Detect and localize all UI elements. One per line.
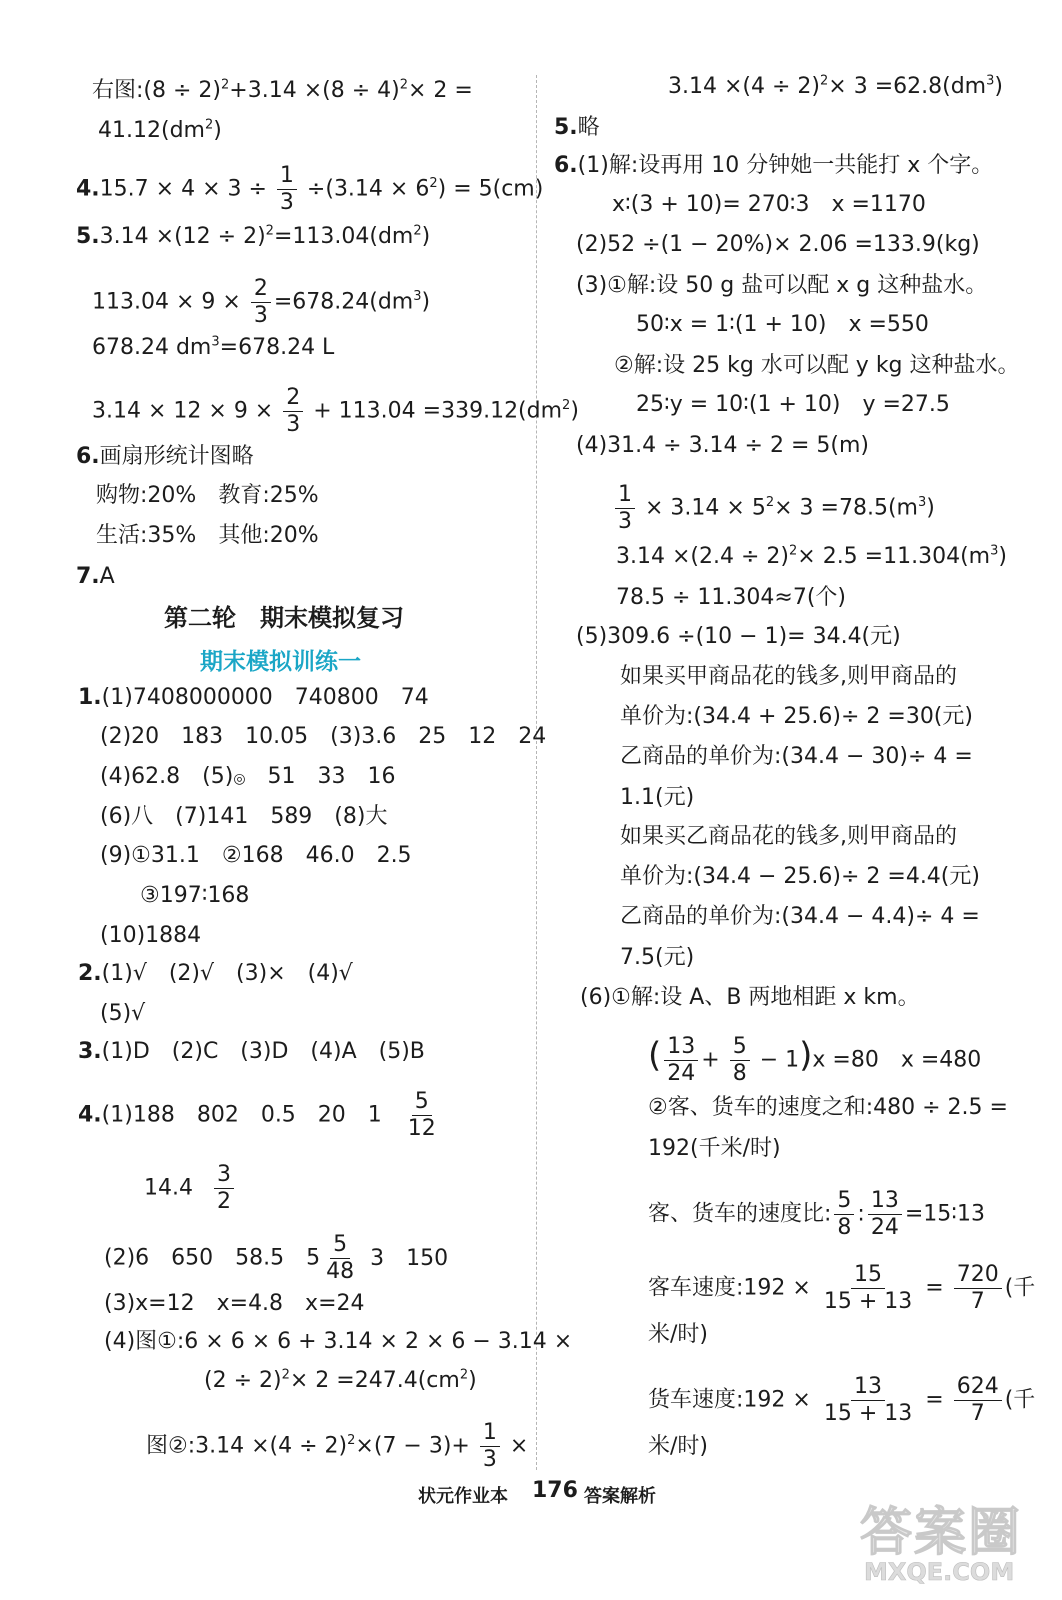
page-number: 176 (532, 1478, 578, 1503)
subsection-title: 期末模拟训练一 (200, 649, 361, 675)
fraction: $\frac{5}{12}$ (407, 1089, 436, 1141)
column-divider (536, 75, 537, 1470)
right-line-r6i: $\frac{1}{3}$ × $3.14 \times 5^2\times 3 =78.5(m^3)$ (612, 482, 935, 535)
fraction: $\frac{5}{8}$ (730, 1034, 750, 1087)
fraction: $\frac{13}{15 + 13}$ (823, 1374, 913, 1426)
watermark-logo (840, 1490, 1040, 1595)
fraction: $\frac{2}{3}$ (283, 385, 303, 438)
answer-6-row-1: 购物:20% 教育:25% (96, 483, 319, 508)
fraction: $\frac{5}{48}$ (326, 1232, 355, 1284)
part-1-line-7: (10)1884 (100, 923, 202, 948)
right-line-r6x: 192(千米/时) (648, 1136, 781, 1161)
fraction: $\frac{720}{7}$ (954, 1262, 1002, 1315)
part-4-line-4: (3)x=12 x=4.8 x=24 (104, 1291, 365, 1316)
right-line-r6aa2: 米/时) (648, 1434, 708, 1459)
answer-6-row-2: 生活:35% 其他:20% (96, 523, 319, 548)
fraction: $\frac{5}{8}$ (834, 1188, 854, 1241)
right-answer-5: 5.略 (554, 115, 600, 140)
part-4-line-3: (2)6 650 58.5 5 $\frac{5}{48}$ 3 150 (104, 1232, 449, 1284)
right-line-r6d: (3)①解:设 50 g 盐可以配 x g 这种盐水。 (576, 273, 988, 298)
fraction: $\frac{3}{2}$ (214, 1162, 234, 1215)
part-4-line-6: $(2 \div 2)^2\times 2 =247.4(cm^2)$ (204, 1367, 477, 1393)
right-line-r6s: 乙商品的单价为:(34.4 − 4.4)÷ 4 = (620, 904, 980, 929)
section-title: 第二轮 期末模拟复习 (164, 604, 404, 632)
watermark-text: 答案圈 (860, 1503, 1023, 1563)
right-answer-6-1: 6.(1)解:设再用 10 分钟她一共能打 x 个字。 (554, 153, 994, 178)
footer-book-title: 状元作业本 (418, 1486, 508, 1507)
right-line-r6b: x∶(3 + 10)= 270∶3 x =1170 (612, 192, 926, 217)
right-line-r6j: $3.14 \times(2.4 \div 2)^2\times 2.5 =11.304(m^3)$ (616, 543, 1007, 569)
answer-5-line-1: $5.3.14 \times(12 \div 2)^2=113.04(dm^2)$ (76, 223, 431, 249)
fraction: $\frac{13}{24}$ (664, 1034, 698, 1087)
part-1-line-2: (2)20 183 10.05 (3)3.6 25 12 24 (100, 724, 547, 749)
part-4-line-2: 14.4 $\frac{3}{2}$ (144, 1162, 237, 1215)
right-line-r6g: 25∶y = 10∶(1 + 10) y =27.5 (636, 392, 950, 417)
part-1-line-3: (4)62.8 (5)◎ 51 33 16 (100, 764, 396, 789)
right-line-r6z2: 米/时) (648, 1322, 708, 1347)
part-1-line-6: ③197∶168 (140, 883, 250, 908)
right-line-r6p: 1.1(元) (620, 785, 695, 810)
part-4-line-5: (4)图①:6 × 6 × 6 + 3.14 × 2 × 6 − 3.14 × (104, 1329, 573, 1354)
right-line-r6o: 乙商品的单价为:(34.4 − 30)÷ 4 = (620, 744, 973, 769)
answer-5-line-3: 678.24 $dm^3=678.24$ L (92, 334, 335, 360)
part-3: 3.(1)D (2)C (3)D (4)A (5)B (78, 1039, 425, 1064)
circle-symbol: ◎ (233, 771, 246, 787)
right-line-r6r: 单价为:(34.4 − 25.6)÷ 2 =4.4(元) (620, 864, 980, 889)
answer-7: 7.A (76, 564, 115, 589)
right-line-r6e: 50∶x = 1∶(1 + 10) x =550 (636, 312, 929, 337)
fraction: $\frac{13}{24}$ (868, 1188, 902, 1241)
right-line-r6v: ( $\frac{13}{24}$ + $\frac{5}{8}$ − 1)x =80 x =480 (648, 1034, 982, 1086)
right-line-r6f: ②解:设 25 kg 水可以配 y kg 这种盐水。 (614, 353, 1020, 378)
answer-4: 4.15.7 × 4 × 3 ÷ $\frac{1}{3}$ $\div(3.14 \times 6^2) = 5(cm)$ (76, 163, 544, 215)
fraction: $\frac{2}{3}$ (251, 276, 271, 329)
watermark-url: MXQE.COM (864, 1558, 1015, 1586)
fraction: $\frac{1}{3}$ (277, 163, 297, 216)
right-line-r6z: 客车速度:192 × $\frac{15}{15 + 13}$ = $\frac{720}{7}$ (千 (648, 1262, 1036, 1314)
answer-5-line-4: 3.14 × 12 × 9 × $\frac{2}{3}$ + $113.04 =339.12(dm^2)$ (92, 385, 579, 437)
part-2-line-1: 2.(1)√ (2)√ (3)× (4)√ (78, 961, 353, 986)
part-1-line-4: (6)八 (7)141 589 (8)大 (100, 804, 388, 829)
right-line-1: $3.14 \times(4 \div 2)^2\times 3 =62.8(dm^3)$ (668, 73, 1003, 99)
part-1-line-1: 1.(1)7408000000 740800 74 (78, 685, 429, 710)
fraction: $\frac{624}{7}$ (954, 1374, 1002, 1427)
part-4-line-1: 4.(1)188 802 0.5 20 1 $\frac{5}{12}$ (78, 1089, 442, 1142)
right-line-r6k: 78.5 ÷ 11.304≈7(个) (616, 585, 846, 610)
right-line-r6m: 如果买甲商品花的钱多,则甲商品的 (620, 664, 957, 689)
right-line-r6t: 7.5(元) (620, 945, 695, 970)
right-line-r6w: ②客、货车的速度之和:480 ÷ 2.5 = (648, 1095, 1008, 1120)
right-line-r6u: (6)①解:设 A、B 两地相距 x km。 (580, 985, 920, 1010)
fraction: $\frac{1}{3}$ (480, 1420, 500, 1473)
right-line-r6aa: 货车速度:192 × $\frac{13}{15 + 13}$ = $\frac{624}{7}$ (千 (648, 1374, 1036, 1426)
part-1-line-5: (9)①31.1 ②168 46.0 2.5 (100, 843, 412, 868)
left-line-1: 右图:(8 ÷ $2)^2+3.14 \times(8 \div 4)^2\times 2$ = (92, 77, 473, 103)
left-line-2: $41.12(dm^2)$ (98, 117, 222, 143)
fraction: $\frac{15}{15 + 13}$ (823, 1262, 913, 1314)
right-line-r6q: 如果买乙商品花的钱多,则甲商品的 (620, 824, 957, 849)
footer-section: 答案解析 (584, 1486, 656, 1507)
right-line-r6y: 客、货车的速度比: $\frac{5}{8}$ : $\frac{13}{24}$ =15∶13 (648, 1188, 985, 1240)
right-line-r6h: (4)31.4 ÷ 3.14 ÷ 2 = 5(m) (576, 433, 869, 458)
right-line-r6l: (5)309.6 ÷(10 − 1)= 34.4(元) (576, 624, 901, 649)
fraction: $\frac{1}{3}$ (615, 482, 635, 535)
part-4-line-7: 图②:3.14 $\times(4 \div 2)^2\times(7 - 3)+$ $\frac{1}{3}$ × (146, 1420, 529, 1472)
right-line-r6c: (2)52 ÷(1 − 20%)× 2.06 =133.9(kg) (576, 232, 980, 257)
answer-5-line-2: 113.04 × 9 × $\frac{2}{3}$ $=678.24(dm^3)$ (92, 276, 431, 328)
right-line-r6n: 单价为:(34.4 + 25.6)÷ 2 =30(元) (620, 704, 973, 729)
part-2-line-2: (5)√ (100, 1001, 146, 1026)
answer-6: 6.画扇形统计图略 (76, 444, 254, 469)
